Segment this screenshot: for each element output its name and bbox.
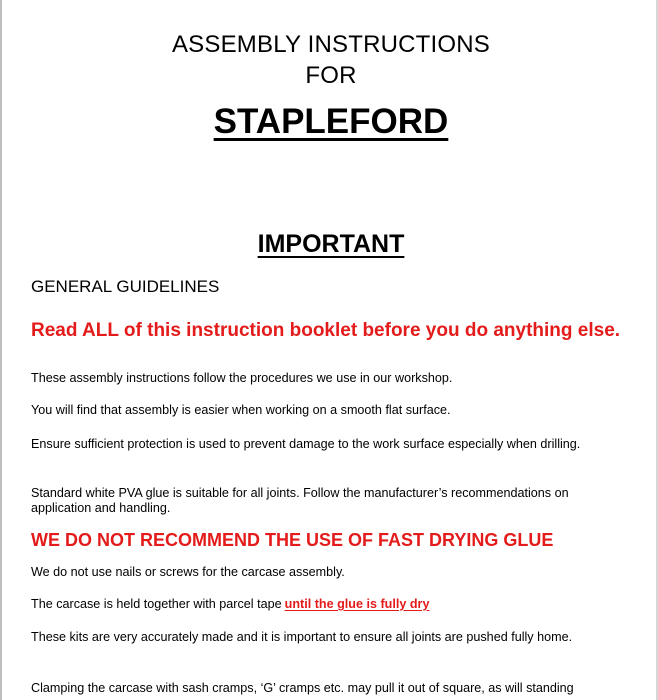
product-name: STAPLEFORD — [213, 102, 449, 141]
instruction-paragraph-tape — [31, 597, 611, 612]
general-guidelines-heading: GENERAL GUIDELINES — [31, 277, 220, 296]
fast-drying-glue-warning: WE DO NOT RECOMMEND THE USE OF FAST DRYING GLUE — [31, 530, 554, 550]
document-title-line-1: ASSEMBLY INSTRUCTIONS — [171, 31, 491, 58]
instruction-paragraph: Standard white PVA glue is suitable for all joints. Follow the manufacturer’s recommendations on application and handling. — [31, 486, 569, 515]
instruction-paragraph: You will find that assembly is easier when working on a smooth flat surface. — [31, 403, 451, 417]
important-heading: IMPORTANT — [257, 230, 405, 258]
tape-paragraph-text: The carcase is held together with parcel tape — [31, 597, 282, 611]
glue-dry-highlight: until the glue is fully dry — [284, 597, 430, 611]
read-all-warning: Read ALL of this instruction booklet before you do anything else. — [31, 320, 621, 341]
instruction-paragraph: We do not use nails or screws for the carcase assembly. — [31, 565, 345, 579]
instruction-paragraph: These assembly instructions follow the procedures we use in our workshop. — [31, 371, 453, 385]
instruction-paragraph: Ensure sufficient protection is used to prevent damage to the work surface especially when drilling. — [31, 437, 581, 451]
instruction-paragraph: Clamping the carcase with sash cramps, ‘G’ cramps etc. may pull it out of square, as will standing — [31, 681, 574, 695]
document-title-line-2: FOR — [305, 62, 357, 89]
instruction-paragraph: These kits are very accurately made and it is important to ensure all joints are pushed fully home. — [31, 630, 573, 644]
